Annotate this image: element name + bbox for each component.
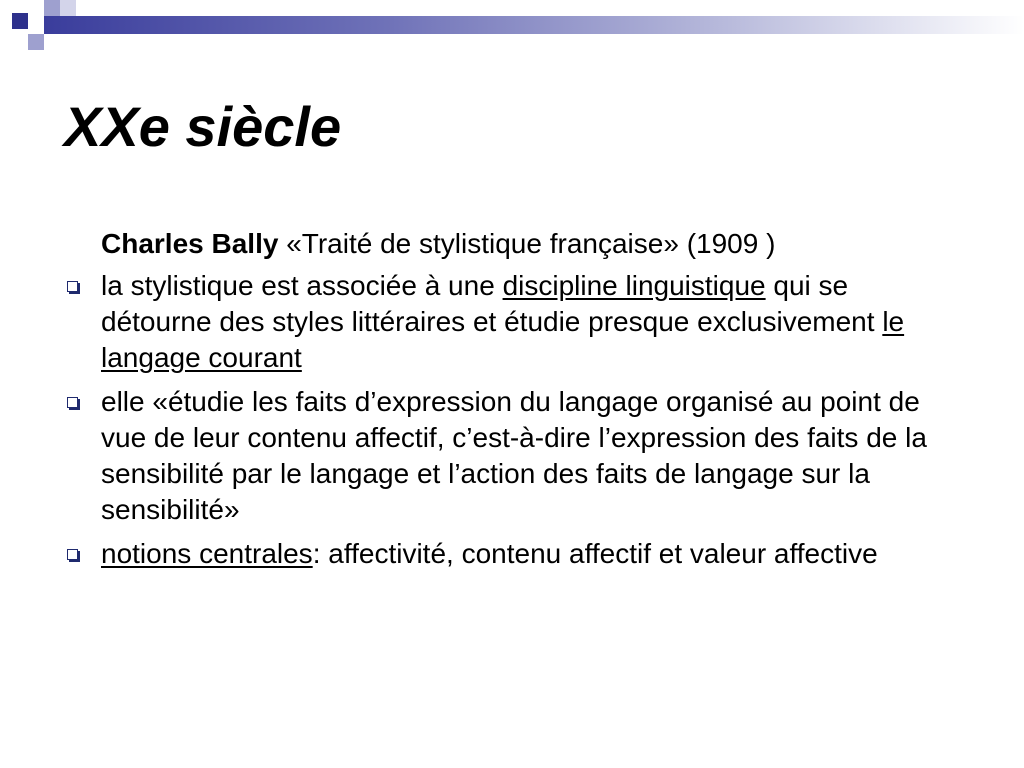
- underlined-term: le langage courant: [101, 306, 905, 373]
- underlined-term: notions centrales: [101, 538, 313, 569]
- bullet-item: [64, 536, 944, 572]
- bullet-item: [64, 268, 944, 376]
- hollow-square-icon: [67, 549, 78, 560]
- header-gradient-bar: [44, 16, 1024, 34]
- decorative-square: [44, 34, 60, 50]
- hollow-square-icon: [67, 281, 78, 292]
- intro-line: [64, 226, 944, 262]
- author-name: Charles Bally: [101, 228, 279, 259]
- underlined-term: discipline linguistique: [502, 270, 766, 301]
- decorative-square: [60, 0, 76, 16]
- bullet-text: : affectivité, contenu affectif et valeur affective: [312, 538, 878, 569]
- bullet-text: la stylistique est associée à une: [101, 270, 503, 301]
- intro-text: «Traité de stylistique française» (1909 ): [278, 228, 776, 259]
- decorative-square: [44, 0, 60, 16]
- bullet-text: elle «étudie les faits d’expression du langage organisé au point de vue de leur contenu affectif, c’est-à-dire l’expression des faits de la sensibilité par le langage et l’action des faits de langage sur la sensibilité»: [101, 386, 927, 525]
- slide-content: [64, 226, 944, 580]
- bullet-text: qui se détourne des styles littéraires et étudie presque exclusivement: [101, 270, 883, 337]
- slide-title: XXe siècle: [64, 95, 342, 158]
- bullet-item: [64, 384, 944, 528]
- hollow-square-icon: [67, 397, 78, 408]
- decorative-square: [28, 34, 44, 50]
- decorative-square: [12, 13, 28, 29]
